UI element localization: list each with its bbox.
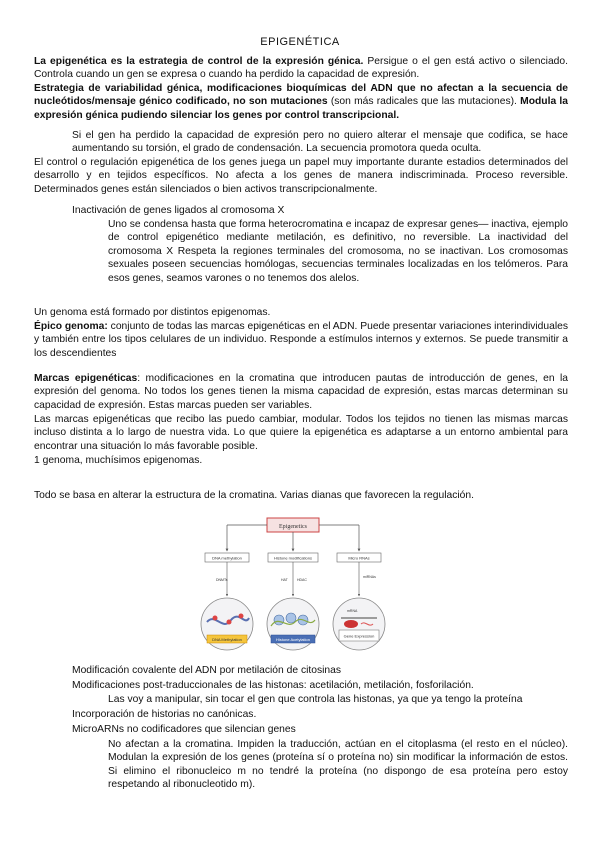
torsion-paragraph: Si el gen ha perdido la capacidad de expresión pero no quiero alterar el mensaje que codifica, se hace aumentando su torsión, el grado de condensación. La secuencia promotora queda oculta. [72, 130, 568, 155]
micrornas-paragraph: No afectan a la cromatina. Impiden la traducción, actúan en el citoplasma (el resto en el núcleo). Modulan la expresión de los genes (proteína sí o proteína no) sin modificar la información de estos. Si elimino el ribonucleico m no tendré la proteína (no dispongo de esa proteína pero estoy respetando al ribonucleotido m). [108, 739, 568, 791]
intro-bold-3: Modula la expresión génica pudiendo silenciar los genes por control transcripcional. [34, 96, 568, 121]
methyl-dot [213, 616, 218, 621]
chromatin-paragraph: Todo se basa en alterar la estructura de la cromatina. Varias dianas que favorecen la regulación. [34, 490, 474, 501]
mirna-circle [333, 598, 385, 650]
methyl-dot [227, 620, 232, 625]
intro-paragraph [34, 55, 568, 122]
expression-label: Gene Expression [343, 633, 375, 639]
mirna-label: miRNAs [363, 575, 376, 579]
epigenome-paragraph [34, 320, 568, 360]
mrna-label: mRNA [347, 609, 358, 613]
list-item-methylation: Modificación covalente del ADN por metilación de citosinas [72, 665, 342, 676]
one-genome-line: 1 genoma, muchísimos epigenomas. [34, 455, 203, 466]
regulation-paragraph: El control o regulación epigenética de los genes juega un papel muy importante durante estadios determinados del desarrollo y en tejidos específicos. No afecta a los genes de manera indiscriminada. Proceso reversible. Determinados genes están silenciados o bien activos transcripcionalmente. [34, 157, 568, 195]
methylation-tag-label: DNA Methylation [212, 637, 242, 642]
hat-label: HAT [281, 578, 288, 582]
nucleosome [274, 615, 284, 625]
ribosome [344, 620, 358, 628]
list-item-noncanonical: Incorporación de historias no canónicas. [72, 709, 257, 720]
nucleosome [286, 613, 296, 623]
intro-bold-1: La epigenética es la estrategia de control de la expresión génica. [34, 56, 364, 67]
list-item-histone-mods: Modificaciones post-traduccionales de las histonas: acetilación, metilación, fosforilación. [72, 680, 474, 691]
intro-text-2: (son más radicales que las mutaciones). [327, 96, 521, 108]
hdac-label: HDAC [297, 578, 307, 582]
page-title: EPIGENÉTICA [260, 36, 340, 48]
intro-text-1: Persigue o el gen está activo o silenciado. Controla cuando un gen se expresa o cuando ha perdido la capacidad de expresión. [34, 56, 568, 81]
genome-paragraph: Un genoma está formado por distintos epigenomas. [34, 307, 271, 318]
dnmt-label: DNMTs [216, 578, 228, 582]
histone-note: Las voy a manipular, sin tocar el gen que controla las histonas, ya que ya tengo la proteína [108, 694, 523, 705]
marks-definition: : modificaciones en la cromatina que introducen pautas de introducción de genes, en la expresión del genoma. No todos los genes tienen la misma capacidad de expresión, estas marcas determinan su capacidad de expresión. Estas marcas pueden ser variables. [34, 373, 568, 411]
branch-label-1: DNA methylation [212, 555, 242, 561]
epigenome-definition: conjunto de todas las marcas epigenéticas en el ADN. Puede presentar variaciones interindividuales y también entre los tipos celulares de un individuo. Responde a estímulos internos y externos. Se puede transmitir a los descendientes [34, 321, 569, 359]
methyl-dot [239, 614, 244, 619]
epigenome-term: Épico genoma: [34, 321, 108, 332]
root-label: Epigenetics [279, 524, 307, 530]
x-inactivation-heading: Inactivación de genes ligados al cromosoma X [72, 205, 285, 216]
marks-change-paragraph: Las marcas epigenéticas que recibo las puedo cambiar, modular. Todos los tejidos no tienen las mismas marcas incluso distinta a lo largo de nuestra vida. Lo que quiere la epigenética es adaptarse a un entorno ambiental para encontrar una situación lo más favorable posible. [34, 414, 568, 452]
intro-bold-2: Estrategia de variabilidad génica, modificaciones bioquímicas del ADN que no afectan a la secuencia de nucleótidos/mensaje génico codificado, no son mutaciones [34, 82, 568, 108]
marks-paragraph [34, 372, 568, 412]
branch-label-3: Micro RNAs [348, 555, 370, 561]
branch-label-2: Histone modifications [273, 555, 313, 561]
list-item-micrornas: MicroARNs no codificadores que silencian genes [72, 724, 296, 735]
marks-term: Marcas epigenéticas [34, 373, 138, 384]
epigenetics-diagram [195, 514, 390, 656]
acetylation-tag-label: Histone Acetylation [275, 637, 311, 642]
x-inactivation-paragraph: Uno se condensa hasta que forma heterocromatina e incapaz de expresar genes— inactiva, ejemplo de control epigenético mediante metilación, es definitivo, no reversible. La inactividad del cromosoma X Respeta la regiones terminales del cromosoma, no se inactivan. Los cromosomas sexuales poseen secuencias homólogas, secuencias terminales localizadas en los telómeros. Para esos genes, seamos varones o no tenemos dos alelos. [108, 219, 568, 284]
